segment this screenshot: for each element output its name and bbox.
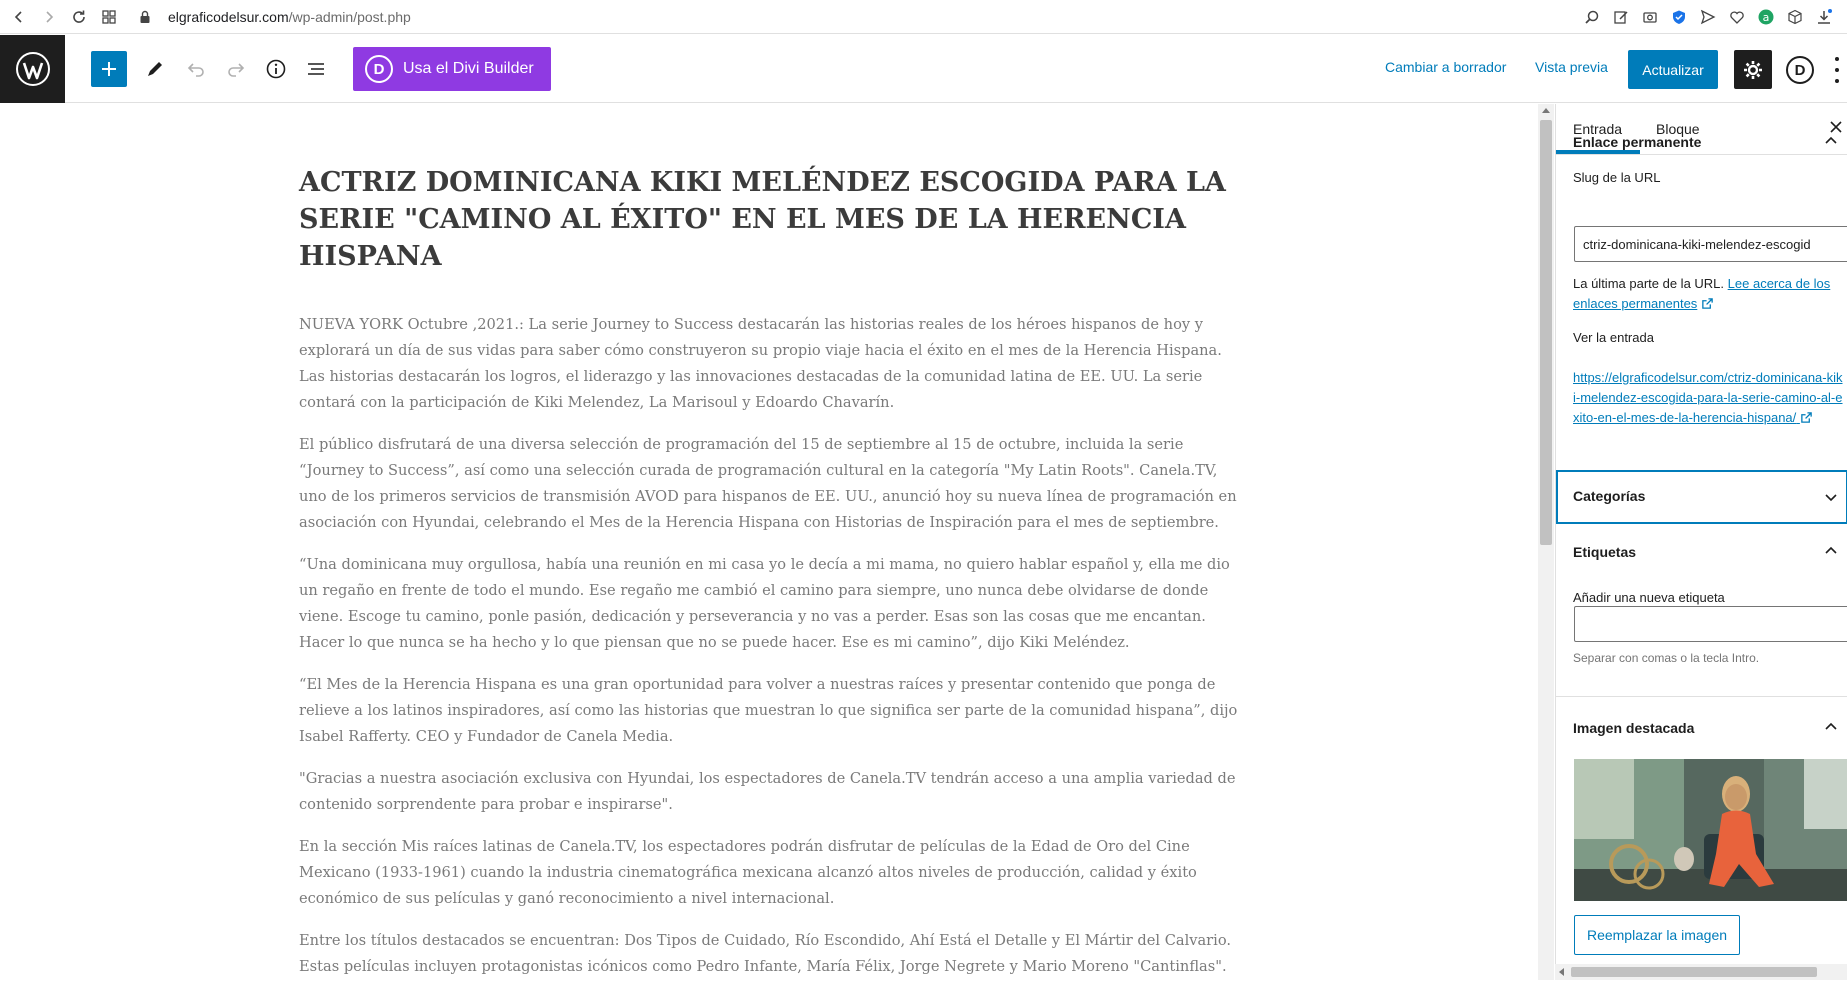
- download-icon[interactable]: [1815, 8, 1833, 26]
- tab-block[interactable]: Bloque: [1656, 121, 1700, 137]
- tab-post[interactable]: Entrada: [1573, 121, 1623, 137]
- editor-scrollbar[interactable]: [1538, 104, 1554, 980]
- slug-help: [1573, 274, 1847, 314]
- editor-scrollbar-thumb[interactable]: [1540, 120, 1552, 545]
- preview-button[interactable]: Vista previa: [1535, 59, 1608, 75]
- svg-text:a: a: [1762, 11, 1770, 24]
- camera-icon[interactable]: [1641, 8, 1659, 26]
- paragraph-block[interactable]: NUEVA YORK Octubre ,2021.: La serie Journey to Success destacarán las historias reales de los héroes hispanos de hoy y explorará un día de sus vidas para saber cómo construyeron su propio viaje hacia el éxito en el mes de la Herencia Hispana. Las historias destacarán los logros, el liderazgo y las innovaciones destacadas de la comunidad latina de EE. UU. La serie contará con la participación de Kiki Melendez, La Marisoul y Edoardo Chavarín.: [299, 316, 1222, 411]
- paragraph-block[interactable]: “El Mes de la Herencia Hispana es una gran oportunidad para volver a nuestras raíces y presentar contenido que ponga de relieve a los latinos inspiradores, así como las historias que muestran lo que significa ser parte de la comunidad hispana”, dijo Isabel Rafferty. CEO y Fundador de Canela Media.: [299, 676, 1238, 745]
- extension-a-icon[interactable]: [1757, 8, 1775, 26]
- reload-icon[interactable]: [68, 6, 90, 28]
- heart-icon[interactable]: [1728, 8, 1746, 26]
- shield-check-icon[interactable]: [1670, 8, 1688, 26]
- slug-help-text: La última parte de la URL.: [1573, 276, 1725, 291]
- tags-heading[interactable]: Etiquetas: [1573, 544, 1637, 560]
- settings-sidebar: [1555, 104, 1847, 980]
- replace-image-button[interactable]: Reemplazar la imagen: [1574, 915, 1740, 955]
- scroll-up-icon[interactable]: [1542, 108, 1550, 113]
- add-block-button[interactable]: [91, 51, 127, 87]
- featured-image[interactable]: [1574, 759, 1847, 901]
- tags-add-label: Añadir una nueva etiqueta: [1573, 590, 1725, 605]
- tags-input[interactable]: [1574, 606, 1847, 642]
- cube-icon[interactable]: [1786, 8, 1804, 26]
- post-title[interactable]: ACTRIZ DOMINICANA KIKI MELÉNDEZ ESCOGIDA PARA LA SERIE "CAMINO AL ÉXITO" EN EL MES DE LA HERENCIA HISPANA: [299, 167, 1226, 272]
- zoom-icon[interactable]: [1583, 8, 1601, 26]
- info-icon[interactable]: [261, 54, 291, 84]
- editor-toolbar: [0, 35, 1847, 103]
- plus-icon: [99, 59, 119, 79]
- list-view-icon[interactable]: [301, 54, 331, 84]
- url-domain: elgraficodelsur.com: [168, 8, 289, 25]
- forward-icon[interactable]: [38, 6, 60, 28]
- editor-canvas: [0, 104, 1538, 980]
- paragraph-block[interactable]: Entre los títulos destacados se encuentran: Dos Tipos de Cuidado, Río Escondido, Ahí Está el Detalle y El Mártir del Calvario. Estas películas incluyen protagonistas icónicos como Pedro Infante, María Félix, Jorge Negrete y Mario Moreno "Cantinflas".: [299, 932, 1231, 975]
- gear-icon: [1742, 59, 1764, 81]
- scroll-left-icon[interactable]: [1559, 968, 1564, 976]
- send-icon[interactable]: [1699, 8, 1717, 26]
- more-options-icon[interactable]: [1832, 57, 1842, 83]
- permalink-url[interactable]: https://elgraficodelsur.com/ctriz-dominicana-kiki-melendez-escogida-para-la-serie-camino-al-exito-en-el-mes-de-la-herencia-hispana/: [1573, 370, 1843, 425]
- browser-bar: [0, 0, 1847, 34]
- update-button[interactable]: Actualizar: [1628, 50, 1718, 89]
- divi-circle-icon[interactable]: D: [1786, 56, 1814, 84]
- external-link-icon: [1701, 297, 1714, 310]
- back-icon[interactable]: [8, 6, 30, 28]
- paragraph-block[interactable]: "Gracias a nuestra asociación exclusiva con Hyundai, los espectadores de Canela.TV tendrán acceso a una amplia variedad de contenido sorprendente para probar e inspirarse".: [299, 770, 1236, 813]
- tags-help: Separar con comas o la tecla Intro.: [1573, 651, 1760, 665]
- url-path: /wp-admin/post.php: [288, 8, 411, 25]
- wordpress-logo-icon[interactable]: [0, 35, 65, 103]
- external-link-icon: [1800, 411, 1813, 424]
- permalink-url-link[interactable]: [1573, 368, 1843, 428]
- slug-input[interactable]: ctriz-dominicana-kiki-melendez-escogid: [1574, 226, 1847, 262]
- paragraph-block[interactable]: El público disfrutará de una diversa selección de programación del 15 de septiembre al 15 de octubre, incluida la serie “Journey to Success”, así como una selección curada de programación cultural en la categoría "My Latin Roots". Canela.TV, uno de los primeros servicios de transmisión AVOD para hispanos de EE. UU., anunció hoy su nueva línea de programación en asociación con Hyundai, celebrando el Mes de la Herencia Hispana con Historias de Inspiración para el mes de septiembre.: [299, 436, 1237, 531]
- view-post-label: Ver la entrada: [1573, 330, 1654, 345]
- chevron-up-icon[interactable]: [1824, 134, 1838, 148]
- categories-heading[interactable]: Categorías: [1573, 488, 1646, 504]
- switch-to-draft-button[interactable]: Cambiar a borrador: [1385, 59, 1507, 75]
- edit-icon[interactable]: [1612, 8, 1630, 26]
- featured-image-heading[interactable]: Imagen destacada: [1573, 720, 1695, 736]
- paragraph-block[interactable]: En la sección Mis raíces latinas de Canela.TV, los espectadores podrán disfrutar de películas de la Edad de Oro del Cine Mexicano (1933-1961) cuando la industria cinematográfica mexicana alcanzó altos niveles de producción, calidad y éxito económico de sus películas y ganó reconocimiento a nivel internacional.: [299, 838, 1197, 907]
- address-bar[interactable]: [138, 9, 411, 25]
- grid-icon[interactable]: [98, 6, 120, 28]
- chevron-down-icon[interactable]: [1824, 490, 1838, 504]
- permalink-learn-link[interactable]: Lee acerca de los enlaces permanentes: [1573, 276, 1831, 311]
- sidebar-scrollbar-thumb[interactable]: [1571, 967, 1817, 977]
- settings-button[interactable]: [1734, 50, 1772, 89]
- redo-icon[interactable]: [221, 54, 251, 84]
- slug-label: Slug de la URL: [1573, 170, 1661, 185]
- sidebar-scrollbar[interactable]: [1555, 964, 1847, 980]
- close-icon[interactable]: [1828, 119, 1844, 135]
- chevron-up-icon[interactable]: [1824, 544, 1838, 558]
- chevron-up-icon[interactable]: [1824, 720, 1838, 734]
- divi-builder-button[interactable]: [353, 47, 551, 91]
- post-content: [299, 312, 1239, 980]
- divi-builder-label: Usa el Divi Builder: [403, 60, 534, 77]
- pencil-icon[interactable]: [140, 54, 170, 84]
- undo-icon[interactable]: [181, 54, 211, 84]
- divi-logo-icon: D: [365, 55, 393, 83]
- categories-panel[interactable]: [1556, 470, 1847, 524]
- lock-icon: [138, 10, 152, 24]
- paragraph-block[interactable]: “Una dominicana muy orgullosa, había una reunión en mi casa yo le decía a mi mama, no quiero hablar español y, ella me dio un regaño en frente de todo el mundo. Ese regaño me cambió el camino para siempre, uno nunca debe olvidarse de donde viene. Escoge tu camino, ponle pasión, dedicación y perseverancia y no vas a perder. Esas son las cosas que me encantan. Hacer lo que nunca se ha hecho y lo que piensan que no se puede hacer. Ese es mi camino”, dijo Kiki Meléndez.: [299, 556, 1230, 651]
- divider: [1556, 696, 1847, 697]
- permalink-heading[interactable]: Enlace permanente: [1573, 134, 1702, 150]
